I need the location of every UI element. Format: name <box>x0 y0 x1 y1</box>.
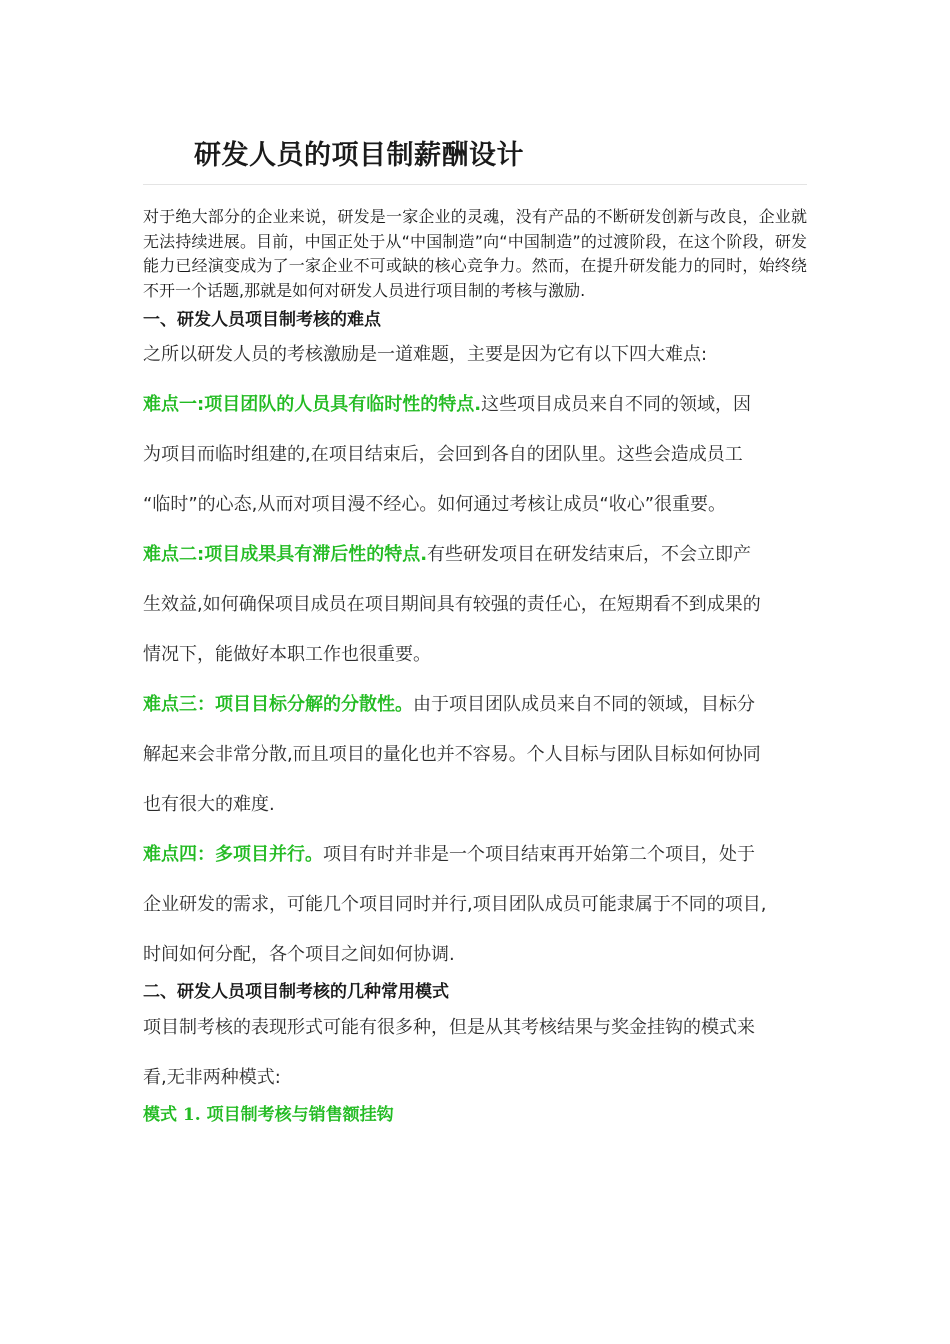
section-lead <box>143 343 811 393</box>
difficulty-line: 为项目而临时组建的,在项目结束后，会回到各自的团队里。这些会造成员工 <box>143 444 743 465</box>
intro-line: 力的同时，始终绕不开一个话题,那就是如何对研发人员进行项目制的考核与激励. <box>143 256 807 300</box>
difficulty-line: 情况下，能做好本职工作也很重要。 <box>143 644 431 665</box>
difficulty-line: 时间如何分配，各个项目之间如何协调. <box>143 944 455 965</box>
difficulty-text: 由于项目团队成员来自不同的领域，目标分 <box>413 694 755 715</box>
difficulty-text: 这些项目成员来自不同的领域，因 <box>481 394 752 415</box>
intro-line: 业就无法持续进展。目前，中国正处于从“中国制造”向“中国制造”的过渡阶段，在这 <box>143 207 807 251</box>
difficulty-2 <box>143 543 811 693</box>
difficulty-first-line <box>143 543 811 593</box>
difficulty-label: 难点三：项目目标分解的分散性。 <box>143 694 413 715</box>
mode-1-heading: 模式 1. 项目制考核与销售额挂钩 <box>143 1105 394 1125</box>
difficulty-line: 生效益,如何确保项目成员在项目期间具有较强的责任心，在短期看不到成果的 <box>143 594 761 615</box>
difficulty-line: 解起来会非常分散,而且项目的量化也并不容易。个人目标与团队目标如何协同 <box>143 744 761 765</box>
difficulty-text: 有些研发项目在研发结束后，不会立即产 <box>427 544 752 565</box>
modes-line: 项目制考核的表现形式可能有很多种，但是从其考核结果与奖金挂钩的模式来 <box>143 1017 755 1038</box>
difficulty-line: “临时”的心态,从而对项目漫不经心。如何通过考核让成员“收心”很重要。 <box>143 494 727 515</box>
intro-line: 对于绝大部分的企业来说，研发是一家企业的灵魂，没有产品的不断研发创新与改良，企 <box>143 207 775 226</box>
difficulty-line: 也有很大的难度. <box>143 794 275 815</box>
modes-line: 看,无非两种模式: <box>143 1067 281 1088</box>
difficulty-label: 难点一:项目团队的人员具有临时性的特点. <box>143 394 482 415</box>
difficulty-first-line <box>143 843 811 893</box>
modes-paragraph <box>143 1016 811 1096</box>
difficulty-text: 项目有时并非是一个项目结束再开始第二个项目，处于 <box>323 844 755 865</box>
intro-line: 个阶段，研发能力已经演变成为了一家企业不可或缺的核心竞争力。然而，在提升研发能 <box>143 231 807 275</box>
difficulty-label: 难点二:项目成果具有滞后性的特点. <box>143 544 428 565</box>
section-lead-text: 之所以研发人员的考核激励是一道难题，主要是因为它有以下四大难点: <box>143 344 708 365</box>
title-divider <box>143 184 807 185</box>
document-title: 研发人员的项目制薪酬设计 <box>194 140 524 171</box>
difficulty-line: 企业研发的需求，可能几个项目同时并行,项目团队成员可能隶属于不同的项目, <box>143 894 767 915</box>
difficulty-1 <box>143 393 811 543</box>
difficulty-first-line <box>143 393 811 443</box>
section-heading-modes: 二、研发人员项目制考核的几种常用模式 <box>143 982 449 1002</box>
section-heading-difficulties: 一、研发人员项目制考核的难点 <box>143 310 381 330</box>
difficulty-first-line <box>143 693 811 743</box>
intro-paragraph <box>143 205 807 303</box>
difficulty-4 <box>143 843 811 973</box>
difficulty-label: 难点四：多项目并行。 <box>143 844 323 865</box>
difficulty-3 <box>143 693 811 843</box>
